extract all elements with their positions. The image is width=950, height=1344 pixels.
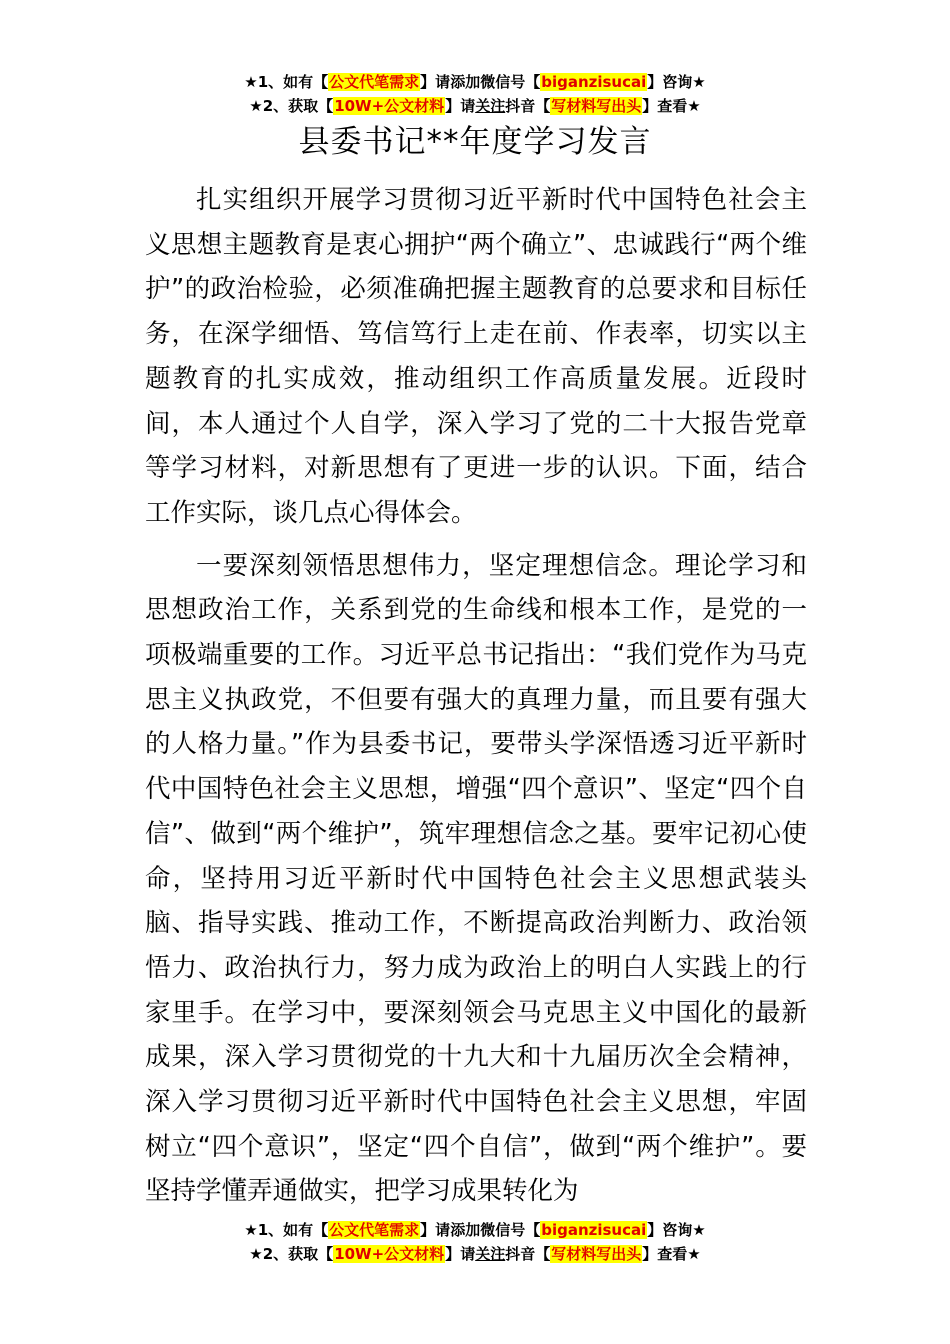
header-promo-banner [0,70,950,118]
promo-text: ★1、如有【 [244,1221,329,1239]
body-paragraph-1: 扎实组织开展学习贯彻习近平新时代中国特色社会主义思想主题教育是衷心拥护“两个确立”、忠诚践行“两个维护”的政治检验，必须准确把握主题教育的总要求和目标任务，在深学细悟、笃信笃行上走在前、作表率，切实以主题教育的扎实成效，推动组织工作高质量发展。近段时间，本人通过个人自学，深入学习了党的二十大报告党章等学习材料，对新思想有了更进一步的认识。下面，结合工作实际，谈几点心得体会。 [145,185,807,528]
promo-text: 抖音【 [505,97,551,115]
promo-text: ★1、如有【 [244,73,329,91]
promo-text: 微信号【 [480,73,541,91]
promo-highlight-douyin-id: 写材料写出头 [551,97,642,115]
promo-text: 】请 [445,97,476,115]
promo-text: ★2、获取【 [249,97,334,115]
promo-highlight-douyin-id: 写材料写出头 [551,1245,642,1263]
promo-highlight-wechat-id: biganzisucai [541,1221,647,1239]
footer-promo-banner [0,1218,950,1266]
document-body [145,178,807,1222]
body-paragraph-2: 一要深刻领悟思想伟力，坚定理想信念。理论学习和思想政治工作，关系到党的生命线和根本工作，是党的一项极端重要的工作。习近平总书记指出：“我们党作为马克思主义执政党，不但要有强大的真理力量，而且要有强大的人格力量。”作为县委书记，要带头学深悟透习近平新时代中国特色社会主义思想，增强“四个意识”、坚定“四个自信”、做到“两个维护”，筑牢理想信念之基。要牢记初心使命，坚持用习近平新时代中国特色社会主义思想武装头脑、指导实践、推动工作，不断提高政治判断力、政治领悟力、政治执行力，努力成为政治上的明白人实践上的行家里手。在学习中，要深刻领会马克思主义中国化的最新成果，深入学习贯彻党的十九大和十九届历次全会精神，深入学习贯彻习近平新时代中国特色社会主义思想，牢固树立“四个意识”，坚定“四个自信”，做到“两个维护”。要坚持学懂弄通做实，把学习成果转化为 [145,550,807,1207]
promo-text: 添加 [450,73,481,91]
promo-highlight: 10W+公文材料 [334,97,445,115]
promo-line-1 [0,70,950,94]
promo-text-underlined: 关注 [475,97,506,115]
promo-highlight-wechat-id: biganzisucai [541,73,647,91]
promo-text: 】查看★ [642,1245,701,1263]
promo-text: 】查看★ [642,97,701,115]
promo-highlight: 公文代笔需求 [329,1221,420,1239]
promo-text: 】咨询★ [647,1221,706,1239]
promo-text-underlined: 关注 [475,1245,506,1263]
promo-text: 】请 [445,1245,476,1263]
promo-line-2 [0,94,950,118]
promo-text: ★2、获取【 [249,1245,334,1263]
promo-text: 】请 [420,1221,451,1239]
promo-highlight: 10W+公文材料 [334,1245,445,1263]
promo-text: 】咨询★ [647,73,706,91]
promo-line-1 [0,1218,950,1242]
promo-highlight: 公文代笔需求 [329,73,420,91]
document-title: 县委书记**年度学习发言 [298,124,652,160]
promo-text: 添加 [450,1221,481,1239]
promo-text: 微信号【 [480,1221,541,1239]
promo-text: 抖音【 [505,1245,551,1263]
promo-line-2 [0,1242,950,1266]
promo-text: 】请 [420,73,451,91]
